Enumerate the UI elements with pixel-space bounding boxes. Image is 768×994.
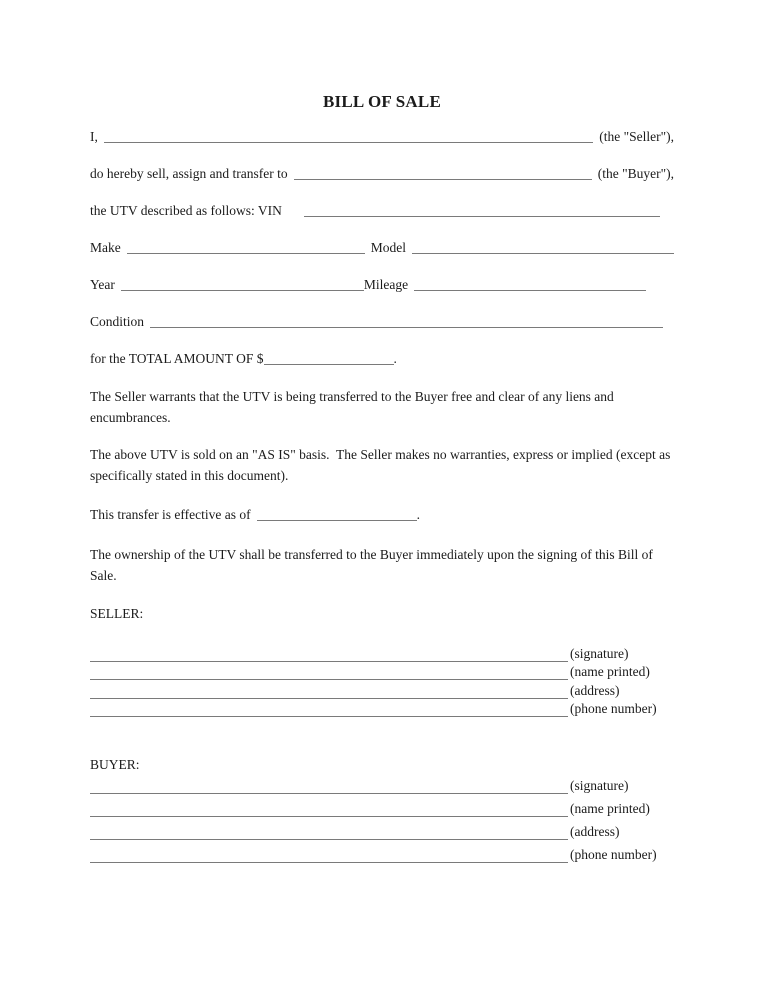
buyer-designation-label: (the "Buyer"), [597,166,674,181]
seller-phone-blank [90,698,568,718]
buyer-signature-blank [90,773,568,794]
buyer-name-printed-blank [90,793,568,817]
make-label: Make [90,240,121,255]
as-is-paragraph: The above UTV is sold on an "AS IS" basis. The Seller makes no warranties, express or implied (except as specifically stated in this document). [90,447,674,483]
make-blank [127,240,365,254]
seller-name-blank [104,129,593,143]
buyer-signature-block [90,774,674,863]
ownership-paragraph: The ownership of the UTV shall be transferred to the Buyer immediately upon the signing of this Bill of Sale. [90,547,657,583]
seller-name-printed-row [90,662,674,681]
vin-label: the UTV described as follows: VIN [90,203,282,218]
buyer-signature-row [90,774,674,794]
make-model-row [90,238,674,257]
seller-signature-blank [90,642,568,662]
condition-label: Condition [90,314,145,329]
address-label: (address) [570,682,620,698]
seller-name-row [90,127,674,146]
amount-period: . [393,351,397,366]
name-printed-label: (name printed) [570,801,650,816]
model-label: Model [370,240,406,255]
amount-blank [264,351,394,365]
year-blank [121,277,364,291]
total-amount-row [90,349,674,368]
transfer-clause-label: do hereby sell, assign and transfer to [90,166,288,181]
signature-label: (signature) [570,778,629,793]
seller-heading: SELLER: [90,606,144,621]
buyer-address-blank [90,816,568,840]
seller-signature-block [90,643,674,717]
phone-number-label: (phone number) [570,701,657,716]
condition-blank [150,314,663,328]
signature-label: (signature) [570,645,629,661]
amount-prefix-label: for the TOTAL AMOUNT OF $ [90,351,264,366]
seller-line-prefix: I, [90,129,98,144]
buyer-heading: BUYER: [90,757,140,772]
buyer-phone-blank [90,839,568,863]
effective-date-blank [257,507,417,521]
effective-period: . [416,507,420,522]
seller-address-row [90,680,674,699]
year-label: Year [90,277,115,292]
seller-phone-row [90,699,674,718]
buyer-name-row [90,164,674,183]
vin-row [90,201,674,220]
seller-signature-row [90,643,674,662]
name-printed-label: (name printed) [570,664,650,679]
buyer-address-row [90,817,674,840]
seller-address-blank [90,679,568,699]
document-title: BILL OF SALE [323,92,441,111]
address-label: (address) [570,824,620,839]
year-mileage-row [90,275,674,294]
condition-row [90,312,674,331]
effective-prefix-label: This transfer is effective as of [90,507,251,522]
seller-name-printed-blank [90,661,568,681]
warranty-paragraph: The Seller warrants that the UTV is being transferred to the Buyer free and clear of any liens and encumbrances. [90,389,618,425]
phone-number-label: (phone number) [570,847,657,862]
buyer-name-printed-row [90,794,674,817]
effective-date-row [90,505,674,524]
vin-blank [304,203,660,217]
model-blank [412,240,674,254]
buyer-phone-row [90,840,674,863]
mileage-blank [414,277,646,291]
buyer-name-blank [294,166,592,180]
mileage-label: Mileage [363,277,409,292]
seller-designation-label: (the "Seller"), [599,129,674,144]
